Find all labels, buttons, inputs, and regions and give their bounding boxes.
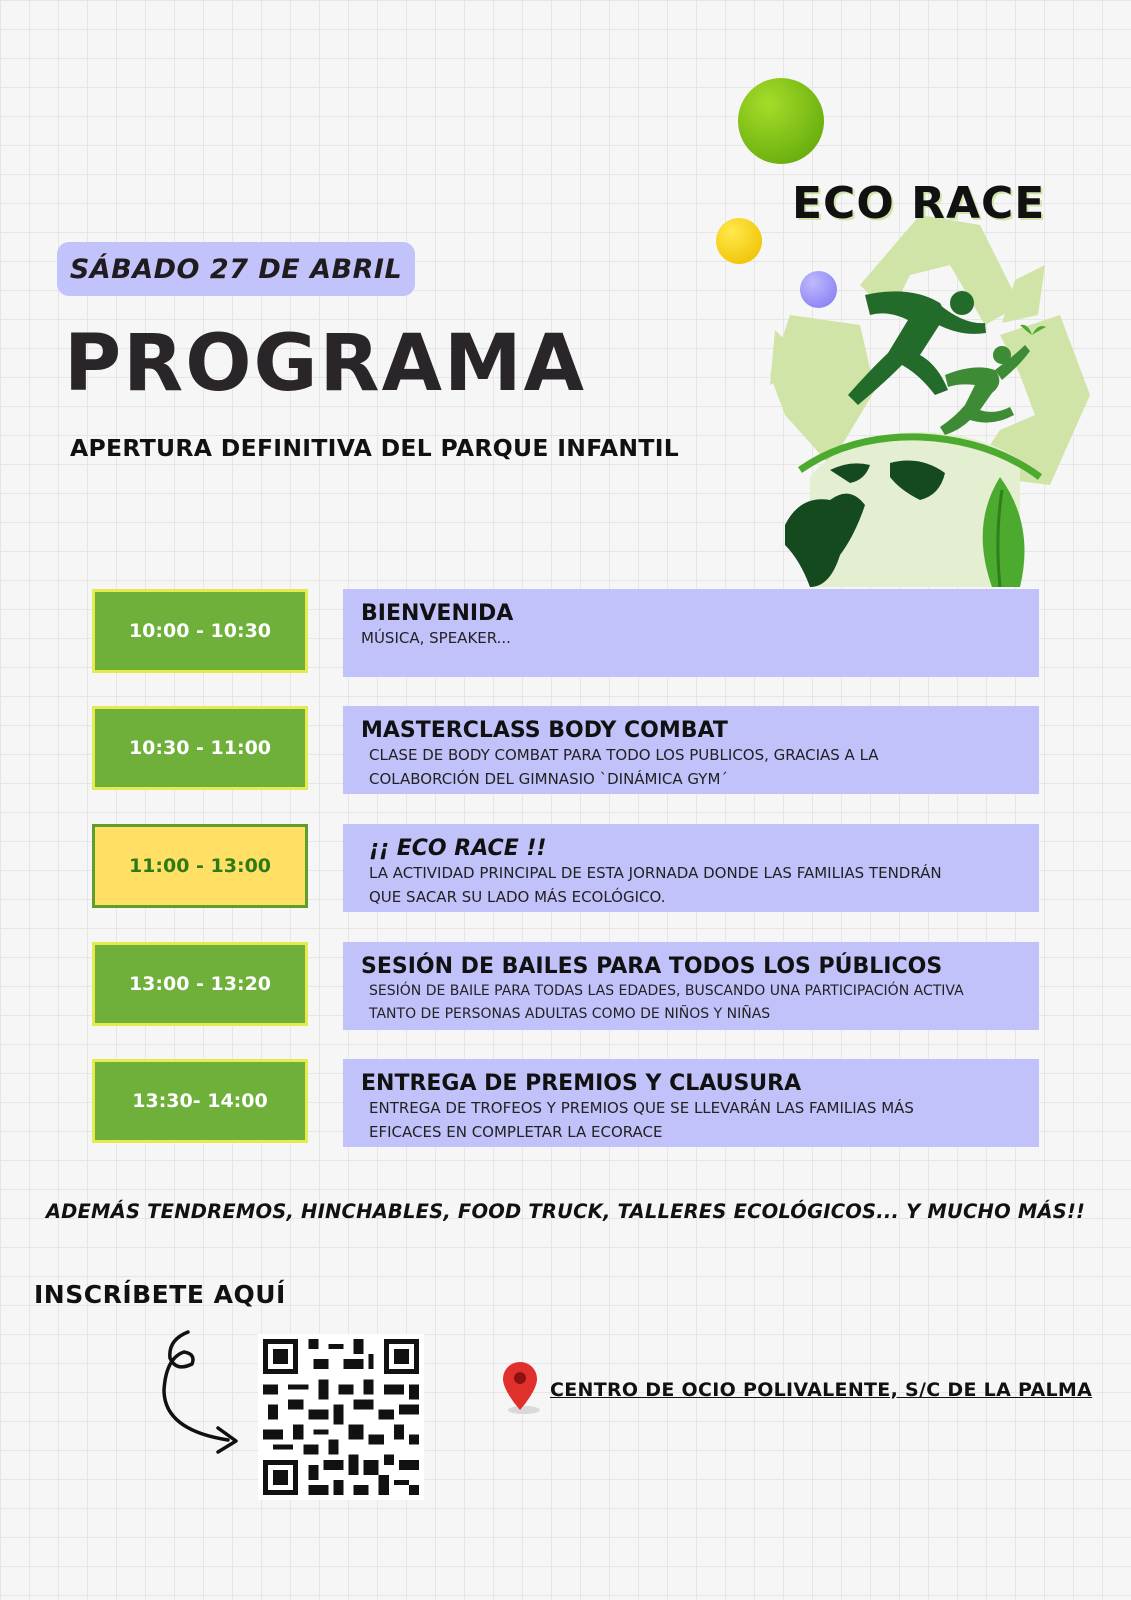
event-description: TANTO DE PERSONAS ADULTAS COMO DE NIÑOS Y NIÑAS xyxy=(369,1005,771,1022)
event-title: BIENVENIDA xyxy=(361,601,514,626)
event-description: SESIÓN DE BAILE PARA TODAS LAS EDADES, BUSCANDO UNA PARTICIPACIÓN ACTIVA xyxy=(369,983,964,1000)
event-description: MÚSICA, SPEAKER... xyxy=(361,629,511,648)
yellow-ball-decoration xyxy=(716,218,762,264)
map-pin-icon xyxy=(502,1362,542,1416)
event-title: MASTERCLASS BODY COMBAT xyxy=(361,718,728,743)
time-slot: 10:00 - 10:30 xyxy=(92,589,308,673)
date-badge: SÁBADO 27 DE ABRIL xyxy=(57,242,415,296)
recycle-runners-icon xyxy=(770,215,1100,587)
signup-heading: INSCRÍBETE AQUÍ xyxy=(34,1280,286,1309)
event-title: ENTREGA DE PREMIOS Y CLAUSURA xyxy=(361,1071,802,1096)
event-card xyxy=(343,589,1039,677)
event-card xyxy=(343,706,1039,794)
page-subtitle: APERTURA DEFINITIVA DEL PARQUE INFANTIL xyxy=(70,434,680,462)
event-description: EFICACES EN COMPLETAR LA ECORACE xyxy=(369,1123,663,1142)
time-slot: 10:30 - 11:00 xyxy=(92,706,308,790)
event-card xyxy=(343,942,1039,1030)
event-title: ¡¡ ECO RACE !! xyxy=(369,836,547,861)
page-title: PROGRAMA xyxy=(64,319,586,409)
curly-arrow-icon xyxy=(158,1330,248,1460)
time-slot: 13:00 - 13:20 xyxy=(92,942,308,1026)
event-description: COLABORCIÓN DEL GIMNASIO `DINÁMICA GYM´ xyxy=(369,770,728,789)
event-description: LA ACTIVIDAD PRINCIPAL DE ESTA JORNADA DONDE LAS FAMILIAS TENDRÁN xyxy=(369,864,942,883)
extra-activities: ADEMÁS TENDREMOS, HINCHABLES, FOOD TRUCK, TALLERES ECOLÓGICOS... Y MUCHO MÁS!! xyxy=(45,1200,1086,1223)
green-ball-decoration xyxy=(738,78,824,164)
eco-race-title: ECO RACE xyxy=(792,178,1046,229)
event-description: ENTREGA DE TROFEOS Y PREMIOS QUE SE LLEVARÁN LAS FAMILIAS MÁS xyxy=(369,1099,914,1118)
qr-code-icon[interactable] xyxy=(258,1334,424,1500)
event-title: SESIÓN DE BAILES PARA TODOS LOS PÚBLICOS xyxy=(361,954,943,979)
event-card xyxy=(343,824,1039,912)
event-description: CLASE DE BODY COMBAT PARA TODO LOS PUBLICOS, GRACIAS A LA xyxy=(369,746,879,765)
time-slot-highlight: 11:00 - 13:00 xyxy=(92,824,308,908)
event-description: QUE SACAR SU LADO MÁS ECOLÓGICO. xyxy=(369,888,666,907)
event-address[interactable]: CENTRO DE OCIO POLIVALENTE, S/C DE LA PALMA xyxy=(550,1379,1093,1401)
time-slot: 13:30- 14:00 xyxy=(92,1059,308,1143)
event-card xyxy=(343,1059,1039,1147)
